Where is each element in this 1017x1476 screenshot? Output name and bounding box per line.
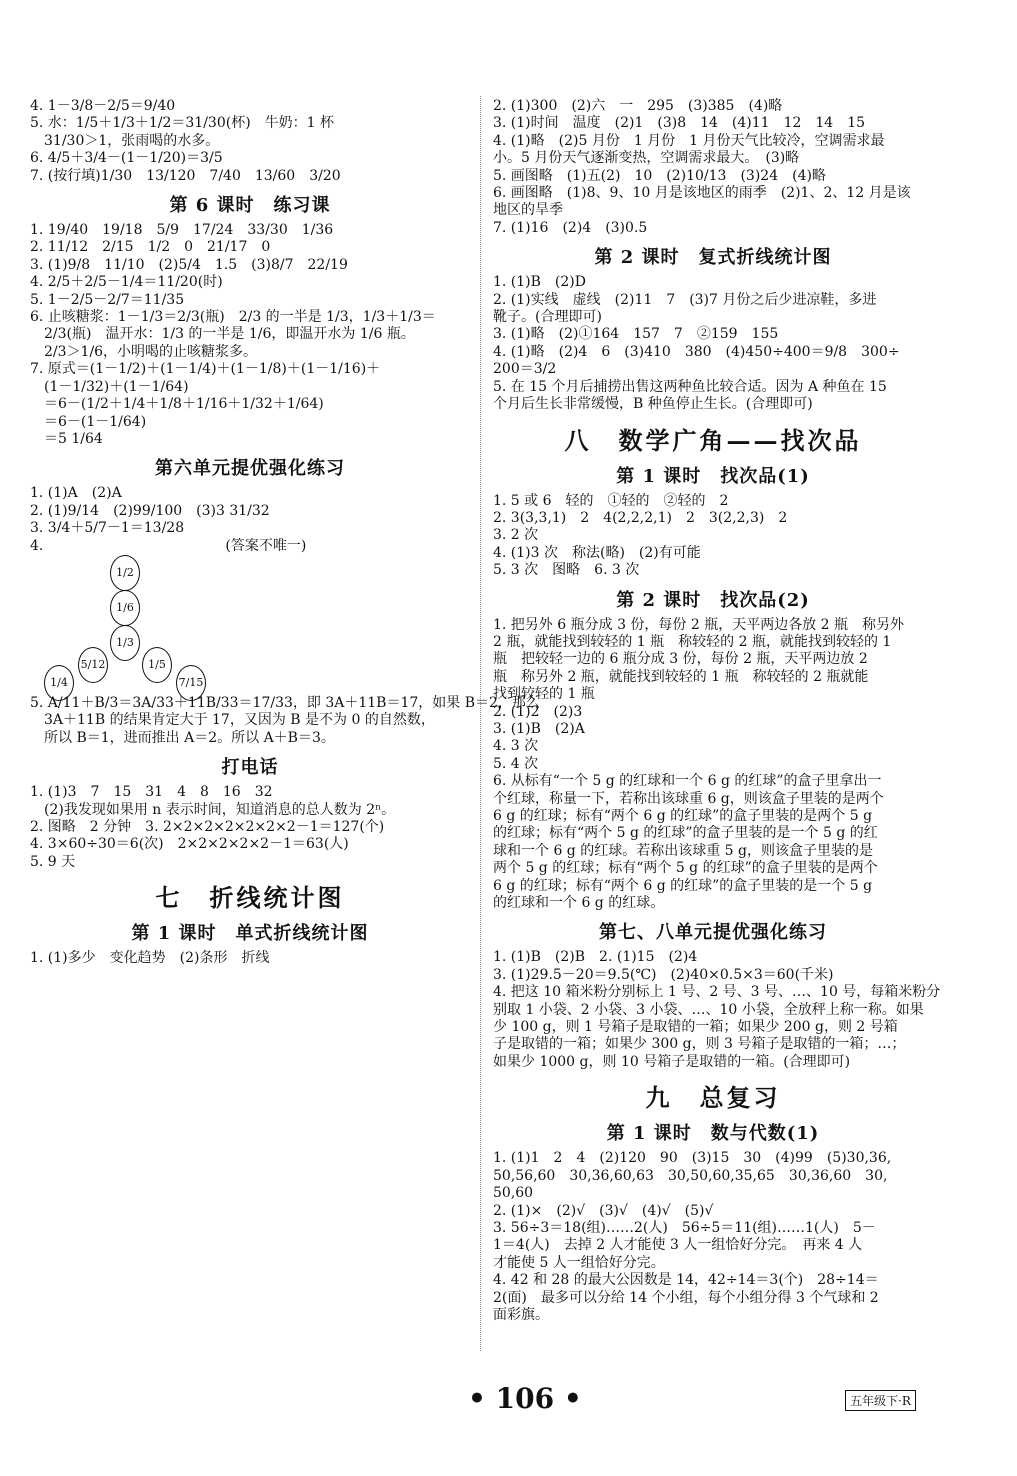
answer-line: 5. 1－2/5－2/7＝11/35 <box>30 291 185 308</box>
answer-line: (1－1/32)＋(1－1/64) <box>30 378 189 395</box>
section-heading: 第七、八单元提优强化练习 <box>599 922 827 944</box>
answer-line: 3. (1)时间 温度 (2)1 (3)8 14 (4)11 12 14 15 <box>493 115 866 132</box>
answer-line: 别取 1 小袋、2 小袋、3 小袋、…、10 小袋，全放秤上称一称。如果 <box>493 1001 924 1018</box>
answer-line: ＝6－(1－1/64) <box>30 413 147 430</box>
answer-line: 2. (1)× (2)√ (3)√ (4)√ (5)√ <box>493 1202 714 1219</box>
section-heading: 七 折线统计图 <box>155 883 345 913</box>
answer-line: 子是取错的一箱；如果少 300 g，则 3 号箱子是取错的一箱；…； <box>493 1036 906 1053</box>
right-column <box>493 98 941 1324</box>
answer-line: 2 瓶，就能找到较轻的 1 瓶 称较轻的 2 瓶，就能找到较轻的 1 <box>493 633 892 650</box>
answer-line: 5. 画图略 (1)五(2) 10 (2)10/13 (3)24 (4)略 <box>493 167 826 184</box>
answer-line: 3. (1)9/8 11/10 (2)5/4 1.5 (3)8/7 22/19 <box>30 256 348 273</box>
tree-node: 1/4 <box>44 665 74 701</box>
answer-line: 瓶 称另外 2 瓶，就能找到较轻的 1 瓶 称较轻的 2 瓶就能 <box>493 668 869 685</box>
answer-line: 如果少 1000 g，则 10 号箱子是取错的一箱。(合理即可) <box>493 1053 851 1070</box>
answer-line: 1. (1)3 7 15 31 4 8 16 32 <box>30 784 273 801</box>
answer-line: 球和一个 6 g 的红球。若称出该球重 5 g，则该盒子里装的是 <box>493 842 873 859</box>
page-number: • 106 • <box>468 1382 582 1415</box>
answer-line: 4. (1)略 (2)5 月份 1 月份 1 月份天气比较冷，空调需求最 <box>493 132 885 149</box>
answer-line: 3. 56÷3＝18(组)……2(人) 56÷5＝11(组)……1(人) 5－ <box>493 1219 876 1236</box>
answer-line: 4. (1)略 (2)4 6 (3)410 380 (4)450÷400＝9/8 300÷ <box>493 343 900 360</box>
answer-line: (2)我发现如果用 n 表示时间，知道消息的总人数为 2ⁿ。 <box>30 801 396 818</box>
column-divider <box>480 96 481 1351</box>
answer-line: 面彩旗。 <box>493 1306 549 1323</box>
tree-node: 1/2 <box>110 555 140 591</box>
answer-line: 4. (1)3 次 称法(略) (2)有可能 <box>493 544 701 561</box>
answer-line: 1. (1)B (2)B 2. (1)15 (2)4 <box>493 949 698 966</box>
answer-line: 2(面) 最多可以分给 14 个小组，每个小组分得 3 个气球和 2 <box>493 1289 879 1306</box>
answer-line: 3. (1)29.5－20＝9.5(℃) (2)40×0.5×3＝60(千米) <box>493 966 834 983</box>
answer-line: 5. 3 次 图略 6. 3 次 <box>493 562 640 579</box>
answer-line: 1. 19/40 19/18 5/9 17/24 33/30 1/36 <box>30 222 334 239</box>
section-heading: 第 2 课时 复式折线统计图 <box>594 247 832 269</box>
answer-line: 4. 1－3/8－2/5＝9/40 <box>30 98 176 114</box>
answer-line: 2. (1)2 (2)3 <box>493 703 583 720</box>
answer-line: 少 100 g，则 1 号箱子是取错的一箱；如果少 200 g，则 2 号箱 <box>493 1019 898 1036</box>
tree-node: 1/5 <box>142 647 172 683</box>
answer-line: 两个 5 g 的红球；标有“两个 5 g 的红球”的盒子里装的是两个 <box>493 860 878 877</box>
answer-line: 才能使 5 人一组恰好分完。 <box>493 1254 665 1271</box>
answer-line: 6 g 的红球；标有“两个 6 g 的红球”的盒子里装的是一个 5 g <box>493 877 873 894</box>
answer-line: 1. 5 或 6 轻的 ①轻的 ②轻的 2 <box>493 492 729 509</box>
answer-line: 5. 4 次 <box>493 755 539 772</box>
answer-line: 1＝4(人) 去掉 2 人才能使 3 人一组恰好分完。 再来 4 人 <box>493 1237 863 1254</box>
answer-line: 地区的旱季 <box>493 202 563 219</box>
answer-line: 2/3(瓶) 温开水：1/3 的一半是 1/6，即温开水为 1/6 瓶。 <box>30 326 415 343</box>
answer-line: 7. (按行填)1/30 13/120 7/40 13/60 3/20 <box>30 167 341 184</box>
answer-line: 1. (1)A (2)A <box>30 485 122 502</box>
answer-line: 小。5 月份天气逐渐变热，空调需求最大。 (3)略 <box>493 150 800 167</box>
section-heading: 第 1 课时 数与代数(1) <box>606 1123 820 1145</box>
answer-line: 3. 3/4＋5/7－1＝13/28 <box>30 520 185 537</box>
answer-line: 200＝3/2 <box>493 361 557 378</box>
answer-line: 6. 止咳糖浆：1－1/3＝2/3(瓶) 2/3 的一半是 1/3，1/3＋1/3＝ <box>30 309 436 326</box>
section-heading: 打电话 <box>221 757 279 779</box>
answer-line: 个月后生长非常缓慢，B 种鱼停止生长。(合理即可) <box>493 396 813 413</box>
section-heading: 第 2 课时 找次品(2) <box>616 589 810 611</box>
section-heading: 第 1 课时 单式折线统计图 <box>131 923 369 945</box>
answer-line: 靴子。(合理即可) <box>493 309 602 326</box>
section-heading: 第 6 课时 练习课 <box>169 195 331 217</box>
section-heading: 第 1 课时 找次品(1) <box>616 465 810 487</box>
answer-line: 找到较轻的 1 瓶 <box>493 686 595 703</box>
grade-tag: 五年级下·R <box>845 1390 916 1411</box>
tree-node: 1/3 <box>110 625 140 661</box>
answer-line: 4. (答案不唯一) <box>30 537 307 554</box>
tree-node: 1/6 <box>110 590 140 626</box>
answer-line: 2. (1)实线 虚线 (2)11 7 (3)7 月份之后少进凉鞋，多进 <box>493 291 877 308</box>
answer-line: 6 g 的红球；标有“两个 6 g 的红球”的盒子里装的是两个 5 g <box>493 808 873 824</box>
answer-line: 5. 水：1/5＋1/3＋1/2＝31/30(杯) 牛奶：1 杯 <box>30 115 335 132</box>
answer-line: 50,56,60 30,36,60,63 30,50,60,35,65 30,36,60 30, <box>493 1167 888 1184</box>
answer-line: 2. 11/12 2/15 1/2 0 21/17 0 <box>30 239 271 256</box>
answer-line: 2/3＞1/6，小明喝的止咳糖浆多。 <box>30 343 258 360</box>
answer-line: 瓶 把较轻一边的 6 瓶分成 3 份，每份 2 瓶，天平两边放 2 <box>493 651 868 668</box>
answer-line: 1. (1)多少 变化趋势 (2)条形 折线 <box>30 950 270 967</box>
tree-node: 5/12 <box>78 647 108 683</box>
answer-line: 6. 4/5＋3/4－(1－1/20)＝3/5 <box>30 150 223 167</box>
section-heading: 第六单元提优强化练习 <box>155 458 345 480</box>
answer-line: 5. A/11＋B/3＝3A/33＋11B/33＝17/33，即 3A＋11B＝17，如果 B＝2，那么 <box>30 694 540 711</box>
answer-line: 5. 在 15 个月后捕捞出售这两种鱼比较合适。因为 A 种鱼在 15 <box>493 378 887 395</box>
answer-line: ＝5 1/64 <box>30 430 103 447</box>
answer-line: 7. (1)16 (2)4 (3)0.5 <box>493 219 648 236</box>
answer-line: 2. (1)300 (2)六 一 295 (3)385 (4)略 <box>493 98 783 114</box>
answer-line: 4. 2/5＋2/5－1/4＝11/20(时) <box>30 274 223 291</box>
section-heading: 九 总复习 <box>645 1083 781 1113</box>
fraction-tree-diagram <box>30 555 330 695</box>
answer-line: 的红球和一个 6 g 的红球。 <box>493 895 665 912</box>
answer-line: ＝6－(1/2＋1/4＋1/8＋1/16＋1/32＋1/64) <box>30 396 324 413</box>
answer-line: 5. 9 天 <box>30 853 76 870</box>
answer-line: 7. 原式＝(1－1/2)＋(1－1/4)＋(1－1/8)＋(1－1/16)＋ <box>30 361 381 378</box>
answer-line: 6. 画图略 (1)8、9、10 月是该地区的雨季 (2)1、2、12 月是该 <box>493 185 911 202</box>
section-heading: 八 数学广角——找次品 <box>564 425 862 455</box>
answer-line: 3A＋11B 的结果肯定大于 17，又因为 B 是不为 0 的自然数， <box>30 712 435 729</box>
answer-line: 4. 把这 10 箱米粉分别标上 1 号、2 号、3 号、…、10 号，每箱米粉分 <box>493 984 941 1001</box>
tree-node: 7/15 <box>176 665 206 701</box>
answer-line: 4. 3×60÷30＝6(次) 2×2×2×2×2－1＝63(人) <box>30 836 349 853</box>
answer-line: 1. (1)B (2)D <box>493 274 586 291</box>
answer-line: 3. (1)B (2)A <box>493 720 585 737</box>
answer-line: 2. (1)9/14 (2)99/100 (3)3 31/32 <box>30 502 270 519</box>
answer-line: 2. 图略 2 分钟 3. 2×2×2×2×2×2×2－1＝127(个) <box>30 818 385 835</box>
answer-line: 1. 把另外 6 瓶分成 3 份，每份 2 瓶，天平两边各放 2 瓶 称另外 <box>493 616 905 633</box>
answer-line: 3. (1)略 (2)①164 157 7 ②159 155 <box>493 326 779 343</box>
answer-line: 1. (1)1 2 4 (2)120 90 (3)15 30 (4)99 (5)30,36, <box>493 1150 892 1167</box>
answer-line: 50,60 <box>493 1185 534 1202</box>
answer-line: 4. 42 和 28 的最大公因数是 14，42÷14＝3(个) 28÷14＝ <box>493 1272 879 1289</box>
answer-line: 4. 3 次 <box>493 738 539 755</box>
answer-line: 31/30＞1，张雨喝的水多。 <box>30 132 220 149</box>
answer-line: 所以 B＝1，进而推出 A＝2。所以 A＋B＝3。 <box>30 729 335 746</box>
answer-line: 3. 2 次 <box>493 527 539 544</box>
answer-line: 2. 3(3,3,1) 2 4(2,2,2,1) 2 3(2,2,3) 2 <box>493 509 788 526</box>
answer-line: 的红球；标有“两个 5 g 的红球”的盒子里装的是一个 5 g 的红 <box>493 825 878 842</box>
answer-line: 个红球，称量一下，若称出该球重 6 g，则该盒子里装的是两个 <box>493 790 884 807</box>
answer-line: 6. 从标有“一个 5 g 的红球和一个 6 g 的红球”的盒子里拿出一 <box>493 773 882 790</box>
